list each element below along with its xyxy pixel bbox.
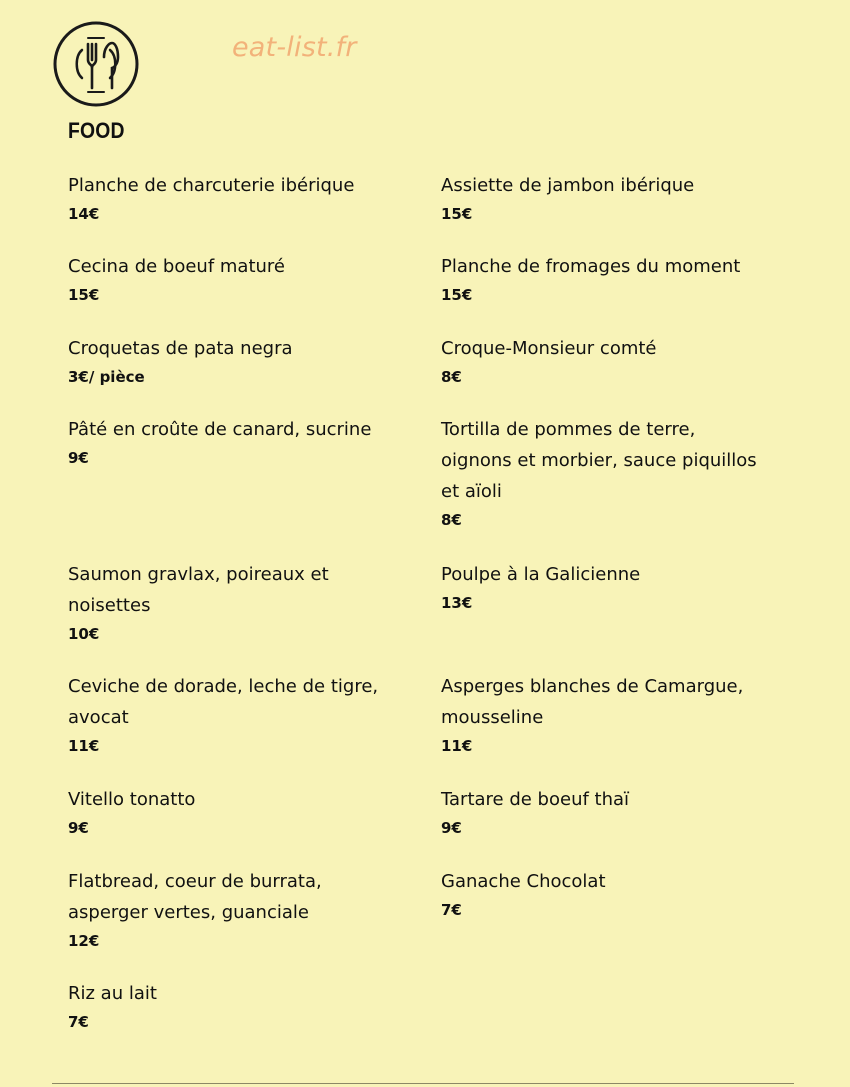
menu-item <box>441 559 786 614</box>
item-price: 15€ <box>68 286 100 304</box>
item-name: Tortilla de pommes de terre, oignons et morbier, sauce piquillos et aïoli <box>441 419 757 502</box>
item-name: Vitello tonatto <box>68 789 196 810</box>
item-name: Croque-Monsieur comté <box>441 338 657 359</box>
bottom-divider <box>52 1083 794 1084</box>
item-name: Assiette de jambon ibérique <box>441 175 695 196</box>
menu-item <box>68 333 413 388</box>
item-name: Cecina de boeuf maturé <box>68 256 286 277</box>
menu-item <box>441 784 786 839</box>
item-name: Tartare de boeuf thaï <box>441 789 630 810</box>
item-price: 10€ <box>68 625 100 643</box>
menu-item <box>441 414 771 531</box>
item-price: 9€ <box>68 819 89 837</box>
menu-item <box>68 866 368 952</box>
item-name: Pâté en croûte de canard, sucrine <box>68 419 372 440</box>
section-title-food: FOOD <box>68 118 125 143</box>
item-price: 9€ <box>68 449 89 467</box>
menu-item <box>441 333 786 388</box>
item-name: Croquetas de pata negra <box>68 338 293 359</box>
item-name: Riz au lait <box>68 983 157 1004</box>
menu-item <box>441 170 786 225</box>
menu-item <box>68 978 413 1033</box>
menu-item <box>68 170 413 225</box>
menu-item <box>68 559 388 645</box>
item-price: 8€ <box>441 368 462 386</box>
menu-item <box>68 784 413 839</box>
item-price: 11€ <box>68 737 100 755</box>
item-price: 7€ <box>441 901 462 919</box>
item-price: 3€/ pièce <box>68 368 145 386</box>
menu-item <box>68 414 413 469</box>
menu-item <box>441 671 786 757</box>
item-price: 11€ <box>441 737 473 755</box>
item-name: Flatbread, coeur de burrata, asperger vertes, guanciale <box>68 871 322 923</box>
item-name: Saumon gravlax, poireaux et noisettes <box>68 564 329 616</box>
menu-item <box>441 866 786 921</box>
item-price: 12€ <box>68 932 100 950</box>
item-name: Asperges blanches de Camargue, mousseline <box>441 676 744 728</box>
item-price: 8€ <box>441 511 462 529</box>
item-name: Planche de fromages du moment <box>441 256 741 277</box>
item-name: Ganache Chocolat <box>441 871 606 892</box>
item-name: Poulpe à la Galicienne <box>441 564 641 585</box>
item-price: 13€ <box>441 594 473 612</box>
menu-item <box>68 671 413 757</box>
item-price: 15€ <box>441 286 473 304</box>
menu-item <box>68 251 413 306</box>
item-name: Ceviche de dorade, leche de tigre, avocat <box>68 676 379 728</box>
item-price: 9€ <box>441 819 462 837</box>
item-price: 15€ <box>441 205 473 223</box>
item-price: 14€ <box>68 205 100 223</box>
item-name: Planche de charcuterie ibérique <box>68 175 355 196</box>
menu-item <box>441 251 786 306</box>
item-price: 7€ <box>68 1013 89 1031</box>
watermark-text: eat-list.fr <box>232 32 357 63</box>
